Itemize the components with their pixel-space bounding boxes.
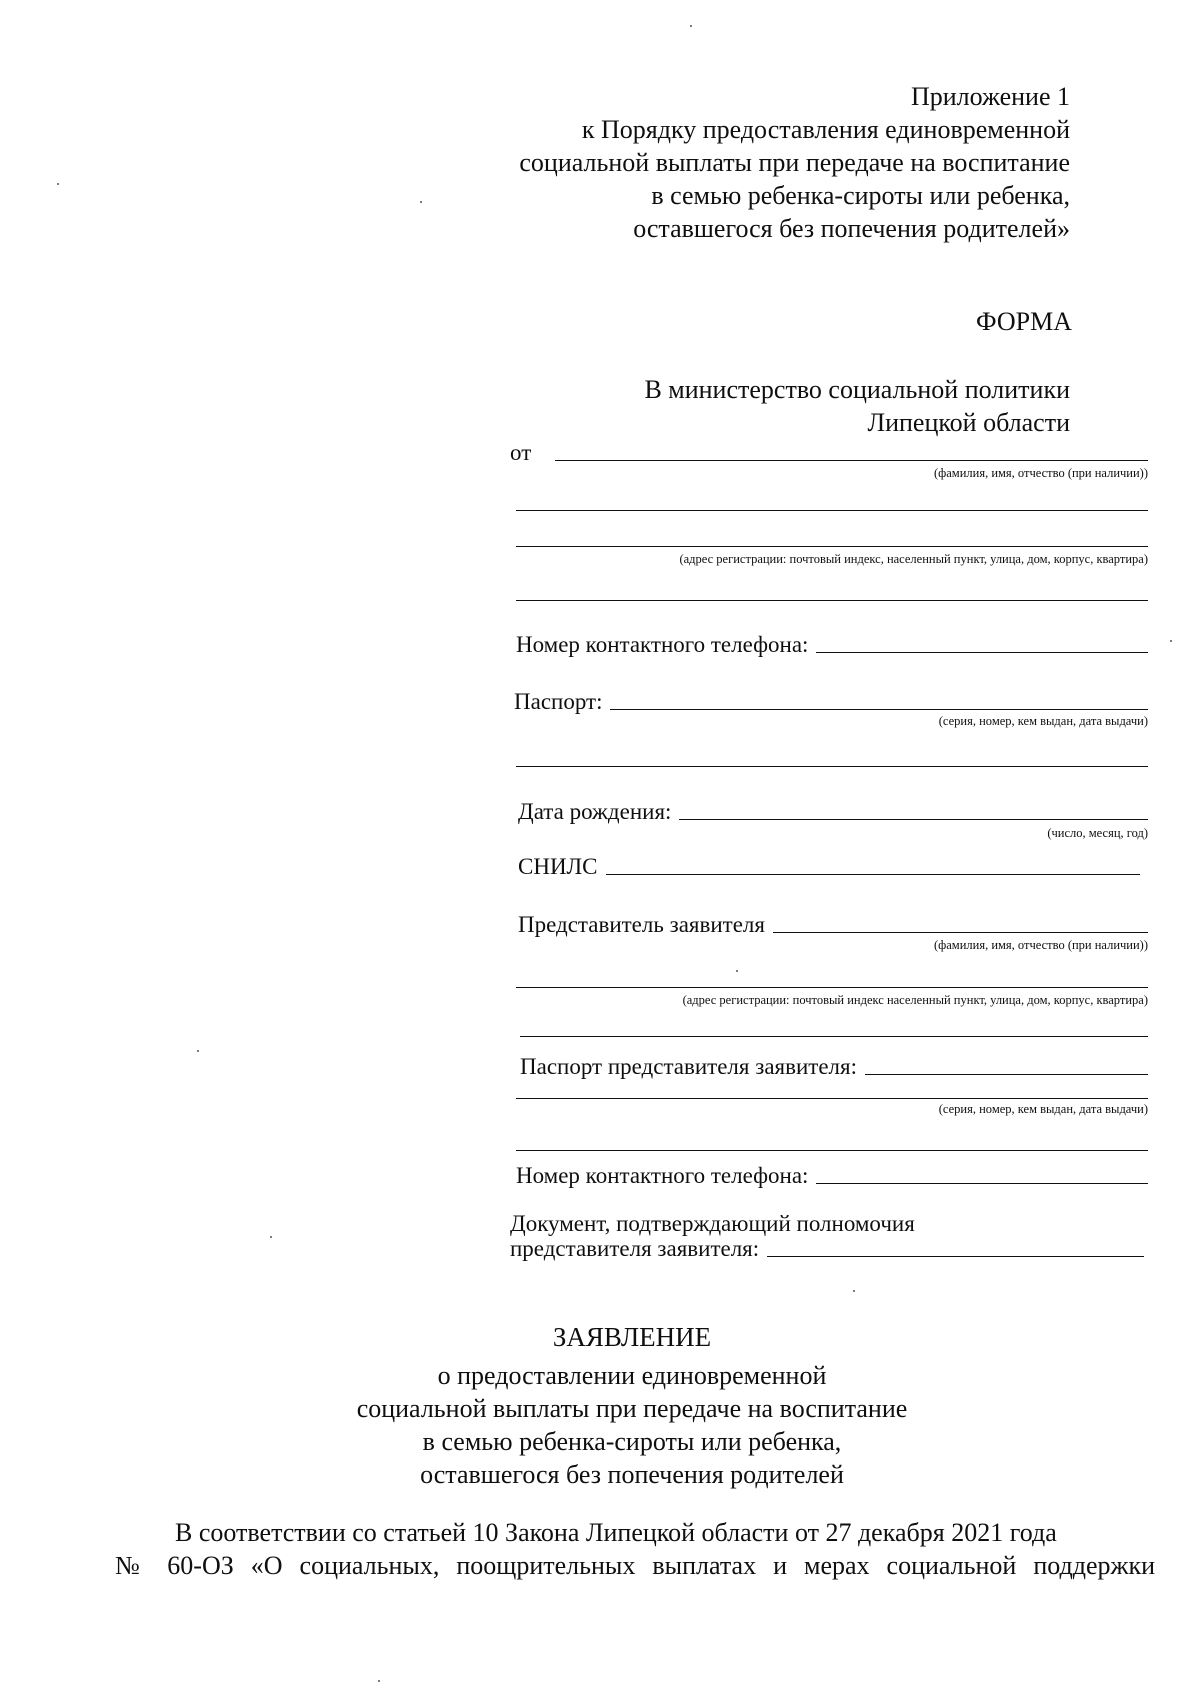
applicant-name-line-2[interactable] [516, 510, 1148, 511]
representative-passport-line-3[interactable] [516, 1150, 1148, 1151]
annex-line: социальной выплаты при передаче на воспитание [519, 148, 1070, 177]
representative-address-field[interactable] [516, 987, 1148, 988]
statement-subtitle-line: оставшегося без попечения родителей [420, 1460, 844, 1489]
form-label: ФОРМА [976, 307, 1072, 336]
statement-subtitle-line: в семью ребенка-сироты или ребенка, [422, 1427, 842, 1456]
statement-subtitle-line: о предоставлении единовременной [437, 1361, 827, 1390]
applicant-name-field[interactable] [555, 460, 1148, 461]
representative-doc-field[interactable] [767, 1256, 1144, 1257]
applicant-address-field[interactable] [516, 546, 1148, 547]
representative-passport-line-2[interactable] [516, 1098, 1148, 1099]
representative-doc-label: представителя заявителя: [510, 1236, 760, 1261]
statement-body [115, 1516, 1155, 1582]
applicant-birth-date-field[interactable] [679, 819, 1148, 820]
passport-label: Паспорт: [514, 689, 603, 714]
applicant-birth-hint: (число, месяц, год) [1047, 826, 1148, 840]
applicant-phone-row [516, 632, 1148, 658]
annex-line: оставшегося без попечения родителей» [633, 214, 1070, 243]
applicant-snils-row [518, 854, 1140, 880]
applicant-name-row [510, 440, 1148, 466]
snils-label: СНИЛС [518, 854, 598, 879]
applicant-passport-row [514, 689, 1148, 715]
applicant-passport-field[interactable] [610, 709, 1148, 710]
representative-phone-row [516, 1163, 1148, 1189]
applicant-address-line-2[interactable] [516, 600, 1148, 601]
representative-phone-field[interactable] [816, 1183, 1148, 1184]
scan-speck [736, 970, 738, 972]
representative-address-hint: (адрес регистрации: почтовый индекс населенный пункт, улица, дом, корпус, квартира) [682, 993, 1148, 1007]
annex-line: в семью ребенка-сироты или ребенка, [651, 181, 1070, 210]
statement-body-line: В соответствии со статьей 10 Закона Липецкой области от 27 декабря 2021 года [175, 1518, 1057, 1547]
scan-speck [1170, 640, 1172, 642]
addressee-block [644, 373, 1070, 439]
representative-passport-field[interactable] [865, 1074, 1148, 1075]
applicant-address-hint: (адрес регистрации: почтовый индекс, населенный пункт, улица, дом, корпус, квартира) [679, 552, 1148, 566]
addressee-line: В министерство социальной политики [644, 375, 1070, 404]
representative-label: Представитель заявителя [518, 912, 765, 937]
applicant-phone-field[interactable] [816, 652, 1148, 653]
statement-subtitle [0, 1359, 1200, 1491]
scan-speck [853, 1290, 855, 1292]
representative-doc-label-top: Документ, подтверждающий полномочия [510, 1211, 915, 1236]
applicant-name-hint: (фамилия, имя, отчество (при наличии)) [933, 466, 1148, 480]
scan-speck [270, 1236, 272, 1238]
birth-date-label: Дата рождения: [518, 799, 672, 824]
applicant-snils-field[interactable] [606, 874, 1140, 875]
applicant-passport-hint: (серия, номер, кем выдан, дата выдачи) [938, 714, 1148, 728]
scan-speck [57, 183, 59, 185]
scan-speck [378, 1680, 380, 1682]
phone-label: Номер контактного телефона: [516, 632, 809, 657]
scan-speck [197, 1050, 199, 1052]
scan-speck [690, 25, 692, 27]
annex-reference [519, 80, 1070, 245]
applicant-birth-row [518, 799, 1148, 825]
representative-name-hint: (фамилия, имя, отчество (при наличии)) [933, 938, 1148, 952]
statement-subtitle-line: социальной выплаты при передаче на воспитание [356, 1394, 908, 1423]
scan-speck [420, 201, 422, 203]
representative-passport-hint: (серия, номер, кем выдан, дата выдачи) [938, 1102, 1148, 1116]
statement-body-line: № 60-ОЗ «О социальных, поощрительных выплатах и мерах социальной поддержки [115, 1551, 1155, 1580]
representative-name-row [518, 912, 1148, 938]
annex-line: Приложение 1 [910, 82, 1070, 111]
applicant-passport-line-2[interactable] [516, 766, 1148, 767]
annex-line: к Порядку предоставления единовременной [581, 115, 1070, 144]
representative-passport-row [520, 1054, 1148, 1080]
representative-doc-row [510, 1236, 1144, 1262]
representative-name-field[interactable] [773, 932, 1148, 933]
from-label: от [510, 440, 532, 465]
addressee-line: Липецкой области [867, 408, 1070, 437]
representative-address-line-2[interactable] [520, 1036, 1148, 1037]
statement-title: ЗАЯВЛЕНИЕ [552, 1322, 712, 1352]
representative-passport-label: Паспорт представителя заявителя: [520, 1054, 857, 1079]
representative-phone-label: Номер контактного телефона: [516, 1163, 809, 1188]
